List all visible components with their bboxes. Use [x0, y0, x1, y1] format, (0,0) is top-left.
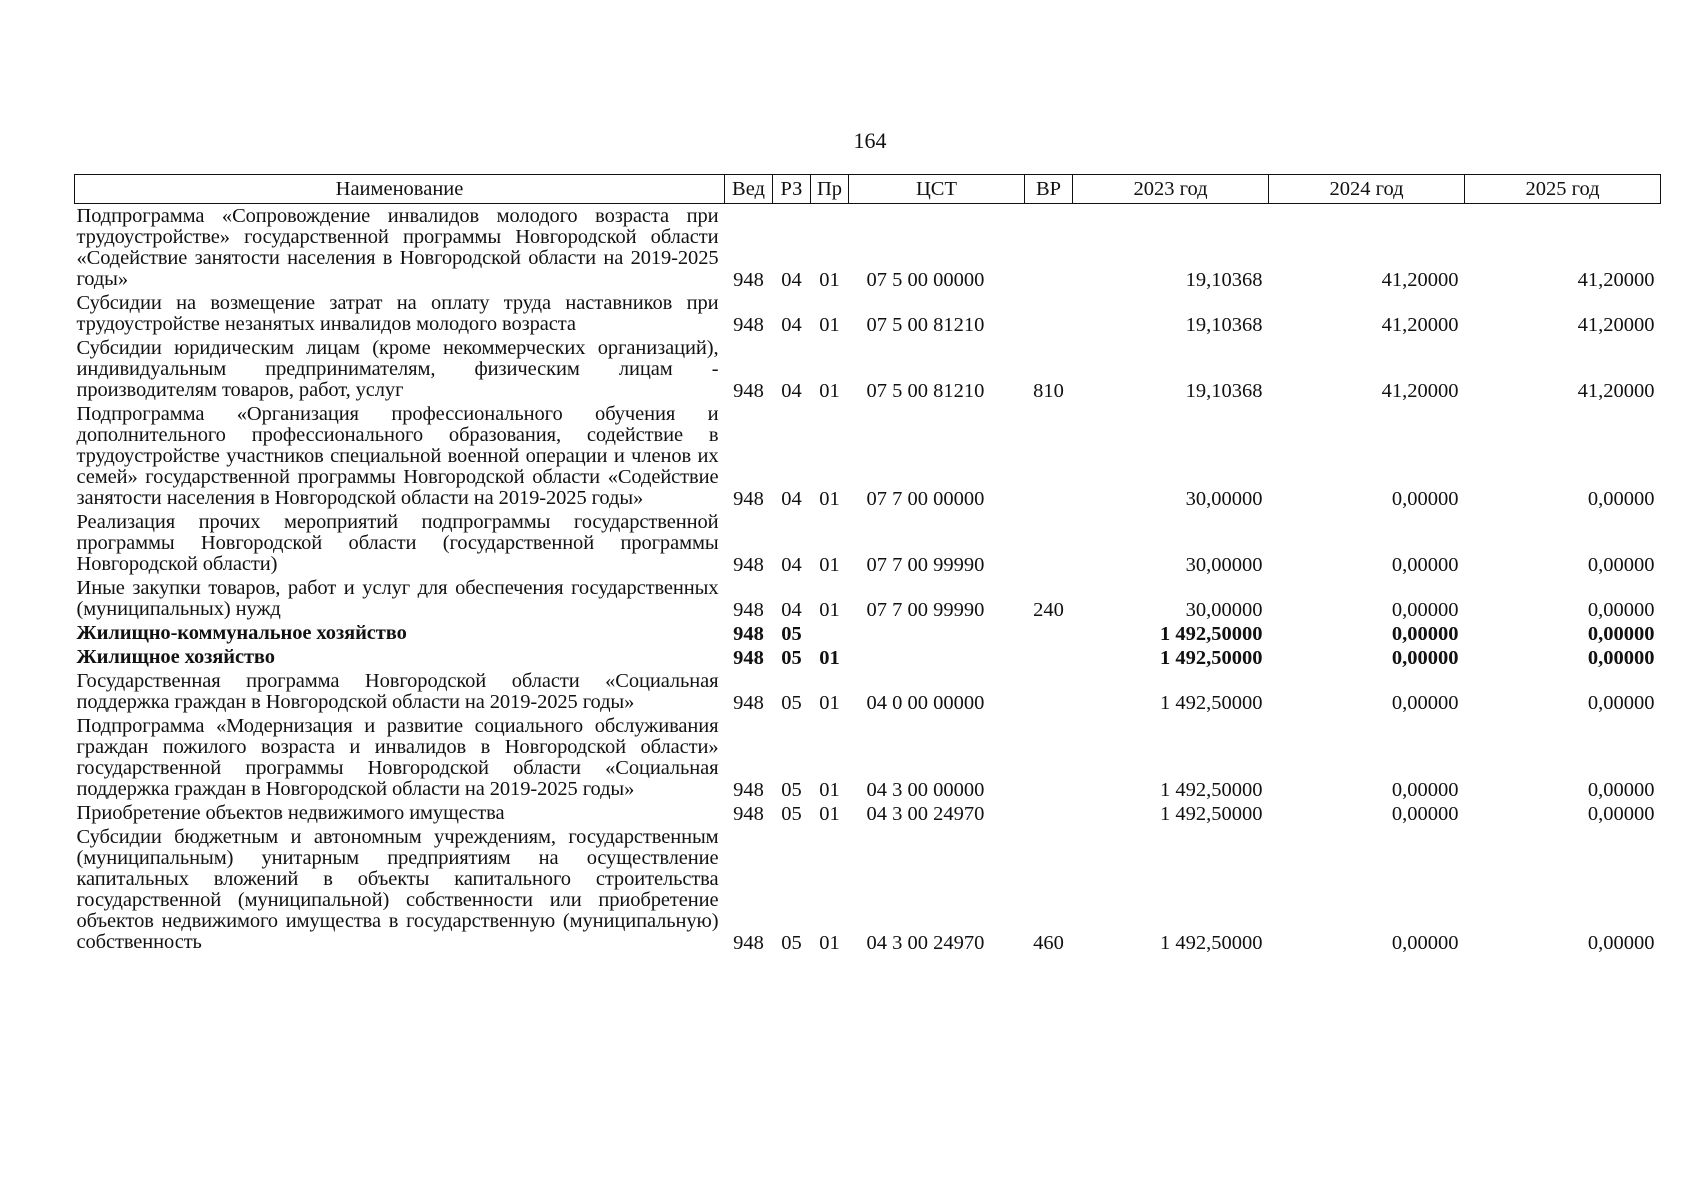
- header-rz: РЗ: [773, 175, 811, 204]
- row-2025: 0,00000: [1587, 623, 1655, 645]
- row-ved: 948: [733, 314, 764, 336]
- row-name: Подпрограмма «Организация профессионального обучения и дополнительного профессионального образования, содействие в трудоустройстве участников специальной военной операции и членов их семей» государственной программы Новгородской области «Содействие занятости населения в Новгородской области на 2019-2025 годы»: [76, 403, 719, 509]
- page-number: 164: [853, 128, 887, 153]
- row-pr: 01: [819, 779, 840, 801]
- row-2023: 19,10368: [1185, 314, 1263, 336]
- row-cst: 07 5 00 00000: [866, 269, 985, 291]
- row-2024: 41,20000: [1381, 380, 1459, 402]
- row-vr: 810: [1033, 380, 1064, 402]
- row-vr: 460: [1033, 932, 1064, 954]
- row-2023: 1 492,50000: [1160, 623, 1263, 645]
- row-ved: 948: [733, 599, 764, 621]
- row-name: Субсидии бюджетным и автономным учреждениям, государственным (муниципальным) унитарным предприятиям на осуществление капитальных вложений в объекты капитального строительства государственной (муниципальной) собственности или приобретение объектов недвижимого имущества в государственную (муниципальную) собственность: [76, 826, 719, 953]
- row-cst: [849, 645, 1025, 669]
- row-cst: 04 3 00 00000: [866, 779, 985, 801]
- row-ved: 948: [733, 554, 764, 576]
- row-name: Иные закупки товаров, работ и услуг для обеспечения государственных (муниципальных) нужд: [76, 577, 719, 620]
- row-cst: [849, 621, 1025, 645]
- row-2024: 0,00000: [1391, 599, 1459, 621]
- row-2024: 0,00000: [1391, 488, 1459, 510]
- header-vr: ВР: [1025, 175, 1073, 204]
- row-pr: 01: [819, 269, 840, 291]
- row-vr: [1025, 645, 1073, 669]
- row-cst: 04 3 00 24970: [866, 803, 985, 825]
- row-name: Приобретение объектов недвижимого имущества: [76, 802, 505, 824]
- row-2025: 41,20000: [1577, 314, 1655, 336]
- row-ved: 948: [733, 488, 764, 510]
- row-pr: 01: [819, 599, 840, 621]
- row-vr: [1025, 510, 1073, 576]
- table-body: [75, 204, 1661, 955]
- table-row: [75, 576, 1661, 621]
- row-pr: 01: [819, 380, 840, 402]
- row-2023: 30,00000: [1185, 599, 1263, 621]
- row-cst: 07 7 00 00000: [866, 488, 985, 510]
- table-header: [75, 175, 1661, 204]
- row-pr: 01: [819, 932, 840, 954]
- row-name: Подпрограмма «Сопровождение инвалидов молодого возраста при трудоустройстве» государственной программы Новгородской области «Содействие занятости населения в Новгородской области на 2019-2025 годы»: [76, 205, 719, 290]
- row-2023: 1 492,50000: [1160, 803, 1263, 825]
- row-2023: 19,10368: [1185, 380, 1263, 402]
- row-name: Жилищное хозяйство: [76, 646, 275, 668]
- row-2024: 0,00000: [1391, 647, 1459, 669]
- row-pr: 01: [819, 554, 840, 576]
- table-row: [75, 714, 1661, 801]
- row-2025: 0,00000: [1587, 554, 1655, 576]
- row-2025: 0,00000: [1587, 779, 1655, 801]
- table-row: [75, 669, 1661, 714]
- row-cst: 04 0 00 00000: [866, 692, 985, 714]
- row-ved: 948: [733, 647, 764, 669]
- row-vr: [1025, 621, 1073, 645]
- header-2025: 2025 год: [1465, 175, 1661, 204]
- row-ved: 948: [733, 692, 764, 714]
- header-ved: Вед: [725, 175, 773, 204]
- row-vr: [1025, 801, 1073, 825]
- table-row: [75, 621, 1661, 645]
- row-rz: 04: [781, 554, 802, 576]
- row-2023: 1 492,50000: [1160, 779, 1263, 801]
- row-ved: 948: [733, 623, 764, 645]
- row-2023: 30,00000: [1185, 554, 1263, 576]
- row-rz: 05: [781, 932, 802, 954]
- row-2025: 0,00000: [1587, 599, 1655, 621]
- row-2025: 41,20000: [1577, 269, 1655, 291]
- row-pr: 01: [819, 647, 840, 669]
- row-vr: [1025, 291, 1073, 336]
- row-ved: 948: [733, 269, 764, 291]
- row-rz: 04: [781, 269, 802, 291]
- row-2024: 41,20000: [1381, 269, 1459, 291]
- row-2023: 30,00000: [1185, 488, 1263, 510]
- row-2023: 1 492,50000: [1160, 692, 1263, 714]
- row-name: Государственная программа Новгородской области «Социальная поддержка граждан в Новгородской области на 2019-2025 годы»: [76, 670, 719, 713]
- row-rz: 05: [781, 779, 802, 801]
- row-vr: [1025, 402, 1073, 510]
- row-rz: 04: [781, 599, 802, 621]
- row-2024: 0,00000: [1391, 779, 1459, 801]
- row-ved: 948: [733, 803, 764, 825]
- row-name: Субсидии на возмещение затрат на оплату труда наставников при трудоустройстве незанятых инвалидов молодого возраста: [76, 292, 719, 335]
- row-pr: 01: [819, 692, 840, 714]
- row-2023: 1 492,50000: [1160, 932, 1263, 954]
- table-row: [75, 645, 1661, 669]
- row-2023: 19,10368: [1185, 269, 1263, 291]
- header-pr: Пр: [811, 175, 849, 204]
- row-2025: 0,00000: [1587, 932, 1655, 954]
- row-vr: [1025, 669, 1073, 714]
- row-vr: [1025, 714, 1073, 801]
- table-row: [75, 204, 1661, 292]
- row-rz: 04: [781, 314, 802, 336]
- row-pr: 01: [819, 803, 840, 825]
- row-2024: 0,00000: [1391, 623, 1459, 645]
- row-vr: 240: [1033, 599, 1064, 621]
- row-2024: 0,00000: [1391, 932, 1459, 954]
- table-row: [75, 825, 1661, 954]
- row-rz: 05: [781, 647, 802, 669]
- row-pr: [811, 621, 849, 645]
- row-ved: 948: [733, 380, 764, 402]
- row-2024: 0,00000: [1391, 554, 1459, 576]
- row-2025: 0,00000: [1587, 803, 1655, 825]
- row-2024: 41,20000: [1381, 314, 1459, 336]
- row-2024: 0,00000: [1391, 692, 1459, 714]
- row-rz: 05: [781, 803, 802, 825]
- header-cst: ЦСТ: [849, 175, 1025, 204]
- table-row: [75, 801, 1661, 825]
- header-name: Наименование: [75, 175, 725, 204]
- row-2024: 0,00000: [1391, 803, 1459, 825]
- row-cst: 07 5 00 81210: [866, 380, 985, 402]
- row-ved: 948: [733, 932, 764, 954]
- row-2025: 0,00000: [1587, 488, 1655, 510]
- row-2025: 41,20000: [1577, 380, 1655, 402]
- header-2023: 2023 год: [1073, 175, 1269, 204]
- row-name: Субсидии юридическим лицам (кроме некоммерческих организаций), индивидуальным предпринимателям, физическим лицам - производителям товаров, работ, услуг: [76, 337, 719, 401]
- row-rz: 04: [781, 380, 802, 402]
- row-cst: 07 7 00 99990: [866, 554, 985, 576]
- row-name: Подпрограмма «Модернизация и развитие социального обслуживания граждан пожилого возраста и инвалидов в Новгородской области» государственной программы Новгородской области «Социальная поддержка граждан в Новгородской области на 2019-2025 годы»: [76, 715, 719, 800]
- row-pr: 01: [819, 488, 840, 510]
- row-pr: 01: [819, 314, 840, 336]
- table-row: [75, 510, 1661, 576]
- row-cst: 07 7 00 99990: [866, 599, 985, 621]
- row-rz: 04: [781, 488, 802, 510]
- table-row: [75, 336, 1661, 402]
- row-vr: [1025, 204, 1073, 292]
- row-name: Реализация прочих мероприятий подпрограммы государственной программы Новгородской области (государственной программы Новгородской области): [76, 511, 719, 575]
- row-2025: 0,00000: [1587, 647, 1655, 669]
- header-2024: 2024 год: [1269, 175, 1465, 204]
- table-row: [75, 402, 1661, 510]
- row-ved: 948: [733, 779, 764, 801]
- budget-table: [74, 174, 1661, 954]
- row-name: Жилищно-коммунальное хозяйство: [76, 622, 407, 644]
- row-2025: 0,00000: [1587, 692, 1655, 714]
- row-rz: 05: [781, 692, 802, 714]
- row-rz: 05: [781, 623, 802, 645]
- table-row: [75, 291, 1661, 336]
- row-cst: 07 5 00 81210: [866, 314, 985, 336]
- row-cst: 04 3 00 24970: [866, 932, 985, 954]
- row-2023: 1 492,50000: [1160, 647, 1263, 669]
